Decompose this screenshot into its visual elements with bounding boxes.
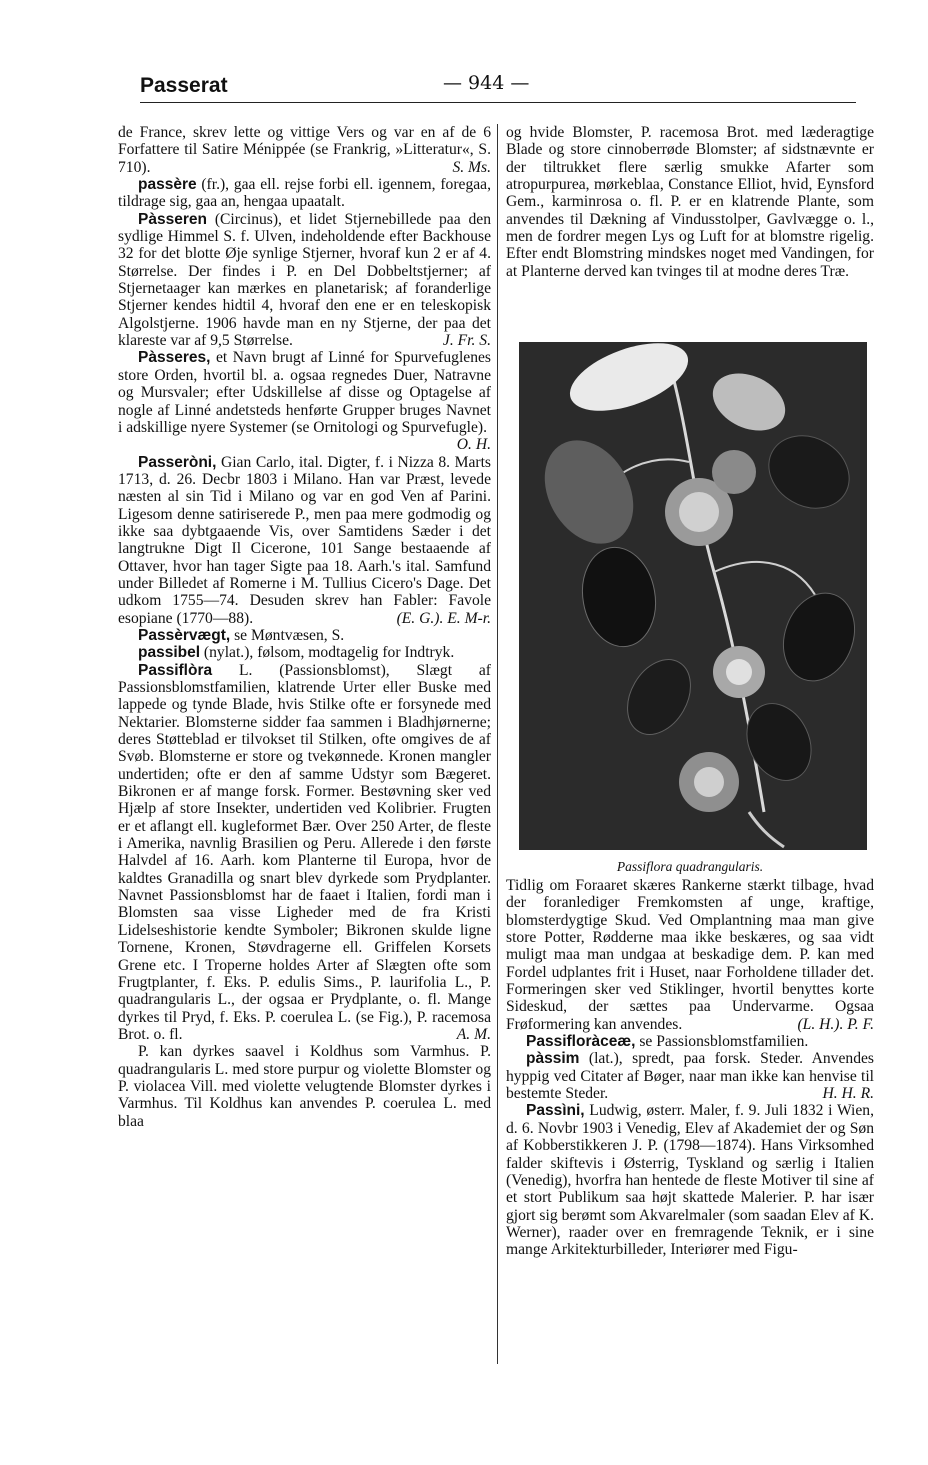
entry-de-france: de France, skrev lette og vittige Vers og var en af de 6 Forfattere til Satire Ménippée (se Frankrig, »Litteratur«, S. 710). S. Ms. xyxy=(118,124,491,176)
entry-passeres: Pàsseres, et Navn brugt af Linné for Spurvefuglenes store Orden, hvortil bl. a. ogsaa regnedes Duer, Natravne og Mursvaler; efter Udskillelse af disse og Optagelse af nogle af Linné andetsteds henførte Grupper bruges Navnet i adskillige nyere Systemer (se Ornitologi og Spurvefugle). O. H. xyxy=(118,349,491,454)
entry-passini: Passìni, Ludwig, østerr. Maler, f. 9. Juli 1832 i Wien, d. 6. Novbr 1903 i Venedig, Elev af Akademiet der og Søn af Kobberstikkeren J. P. (1798—1874). Hans Virksomhed falder skiftevis i Østerrig, Tyskland og særlig i Italien (Venedig), hvorfra han hentede de fleste Motiver til sine af et stort Publikum saa højt skattede Malerier. P. har især gjort sig berømt som Akvarelmaler (som saadan Elev af K. Werner), raader over en fremragende Teknik, er i sine mange Arkitekturbilleder, Interiører med Figu- xyxy=(506,1102,874,1259)
left-column xyxy=(118,124,491,1130)
entry-passifloraceae: Passifloràceæ, se Passionsblomstfamilien. xyxy=(526,1033,809,1051)
entry-passere: passère (fr.), gaa ell. rejse forbi ell. igennem, foregaa, tildrage sig, gaa an, hengaa upaatalt. xyxy=(118,176,491,211)
headword: Pàsseres, xyxy=(138,349,211,367)
entry-passeroni: Passeròni, Gian Carlo, ital. Digter, f. i Nizza 8. Marts 1713, d. 26. Decbr 1803 i Milano. Han var Præst, levede næsten al sin Tid i Milano og var en god Ven af Parini. Ligesom denne satiriserede P., men paa mere godmodig og ikke saa dybtgaaende Vis, over Samtidens Sæder i det langtrukne Digt Il Cicerone, 101 Sange bestaaende af Ottaver, hvor han tager Sigte paa 18. Aarh.'s ital. Samfund under Billedet af Romerne i M. Tullius Cicero's Dage. Det udkom 1755—74. Desuden skrev han Fabler: Favole esopiane (1770—88). (E. G.). E. M-r. xyxy=(118,453,491,627)
headword: pàssim xyxy=(526,1050,580,1068)
headword: Passìni, xyxy=(526,1102,585,1120)
running-head-word: Passerat xyxy=(140,74,228,97)
passiflora-photo xyxy=(519,342,867,850)
right-column xyxy=(506,124,874,1259)
entry-passibel: passibel (nylat.), følsom, modtagelig for Indtryk. xyxy=(138,644,455,662)
headword: passibel xyxy=(138,644,201,662)
headword: passère xyxy=(138,176,197,194)
entry-passim: pàssim (lat.), spredt, paa forsk. Steder. Anvendes hyppig ved Citater af Bøger, naar man ikke kan henvise til bestemte Steder. H. H. R. xyxy=(506,1050,874,1103)
headword: Passiflòra xyxy=(138,661,213,679)
entry-passiflora-culture-continued: Tidlig om Foraaret skæres Rankerne stærkt tilbage, hvad der foranlediger Fremkomsten af unge, kraftige, blomsterdygtige Skud. Ved Omplantning maa man give store Potter, Rødderne maa ikke beskæres, og saa vidt muligt maa man undgaa at beskadige dem. P. kan med Fordel udplantes frit i Huset, naar Forholdene tillader det. Formeringen sker ved Stiklinger, hvortil benyttes korte Sideskud, der sættes paa Undervarme. Ogsaa Frøformering kan anvendes. (L. H.). P. F. xyxy=(506,877,874,1033)
entry-passiflora: Passiflòra L. (Passionsblomst), Slægt af Passionsblomstfamilien, klatrende Urter eller Buske med lappede og tynde Blade, hvis Stilke ofte er forsynede med Nektarier. Blomsterne sidder faa sammen i Bladhjørnerne; deres Støtteblad er tilvokset til Stilken, ofte omgives de af Svøb. Blomsterne er store og tvekønnede. Kronen mangler undertiden; ofte er den af samme Udstyr som Bægeret. Bikronen er af mange forsk. Former. Bestøvning sker ved Hjælp af store Insekter, undertiden ved Kolibrier. Frugten er et aflangt ell. kugleformet Bær. Over 250 Arter, de fleste i Amerika, navnlig Brasilien og Peru. Allerede i den første Halvdel af 16. Aarh. kom Planterne til Europa, hvor de kaldtes Granadilla og snart blev dyrkede som Prydplanter. Navnet Passionsblomst har de faaet i Italien, fordi man i Blomsten saa visse Ligheder med de fra Kristi Lidelseshistorie kendte Symboler; Bikronen skulde ligne Tornene, Kronen, Støvdragerne ell. Griffelen Korsets Grene etc. I Troperne holdes Arter af Slægten ofte som Frugtplanter, f. Eks. P. edulis Sims., P. laurifolia L., P. quadrangularis L., der ogsaa er Prydplante, o. fl. Mange dyrkes til Pryd, f. Eks. P. coerulea L. (se Fig.), P. racemosa Brot. o. fl. A. M. xyxy=(118,661,491,1043)
headword: Passeròni, xyxy=(138,453,217,471)
right-column-lower xyxy=(506,877,874,1259)
plant-illustration xyxy=(519,342,867,850)
entry-passiflora-culture: P. kan dyrkes saavel i Koldhus som Varmhus. P. quadrangularis L. med store purpur og violette Blomster og P. violacea Vill. med violette velugtende Blomster dyrkes i Varmhus. Til Koldhus kan anvendes P. coerulea L. med blaa xyxy=(118,1043,491,1130)
headword: Pàsseren xyxy=(138,210,207,228)
figure-caption: Passiflora quadrangularis. xyxy=(616,859,764,874)
header-rule xyxy=(140,102,856,103)
entry-passeren: Pàsseren (Circinus), et lidet Stjernebillede paa den sydlige Himmel S. f. Ulven, indeholdende efter Backhouse 32 for det blotte Øje synlige Stjerner, hvoraf kun 2 er af 4. Størrelse. Der findes i P. en Del Dobbeltstjerner; af Stjernetaager kan mærkes en planetarisk; af foranderlige Stjerner kendes hidtil 4, hvoraf den ene er en teleskopisk Algolstjerne. 1906 havde man en ny Stjerne, der paa det klareste var af 9,5 Størrelse. J. Fr. S. xyxy=(118,210,491,350)
running-head xyxy=(118,70,856,104)
page-number: — 944 — xyxy=(443,72,530,94)
headword: Passèrvægt, xyxy=(138,626,231,644)
headword: Passifloràceæ, xyxy=(526,1033,636,1051)
entry-passervaegt: Passèrvægt, se Møntvæsen, S. xyxy=(138,626,345,644)
entry-passiflora-continued: og hvide Blomster, P. racemosa Brot. med læderagtige Blade og store cinnoberrøde Blomster; af sidstnævnte er der tiltrukket flere særlig smukke Afarter som atropurpurea, mørkeblaa, Constance Elliot, hvid, Eynsford Gem., karminrosa o. fl. P. er en klatrende Plante, som anvendes til Dækning af Vindusstolper, Gavlvægge o. l., men de fordrer megen Lys og Luft for at blomstre rigelig. Efter endt Blomstring mindskes noget med Vandingen, for at Planterne derved kan tvinges til at modne deres Træ. xyxy=(506,124,874,280)
column-divider xyxy=(497,124,498,1364)
